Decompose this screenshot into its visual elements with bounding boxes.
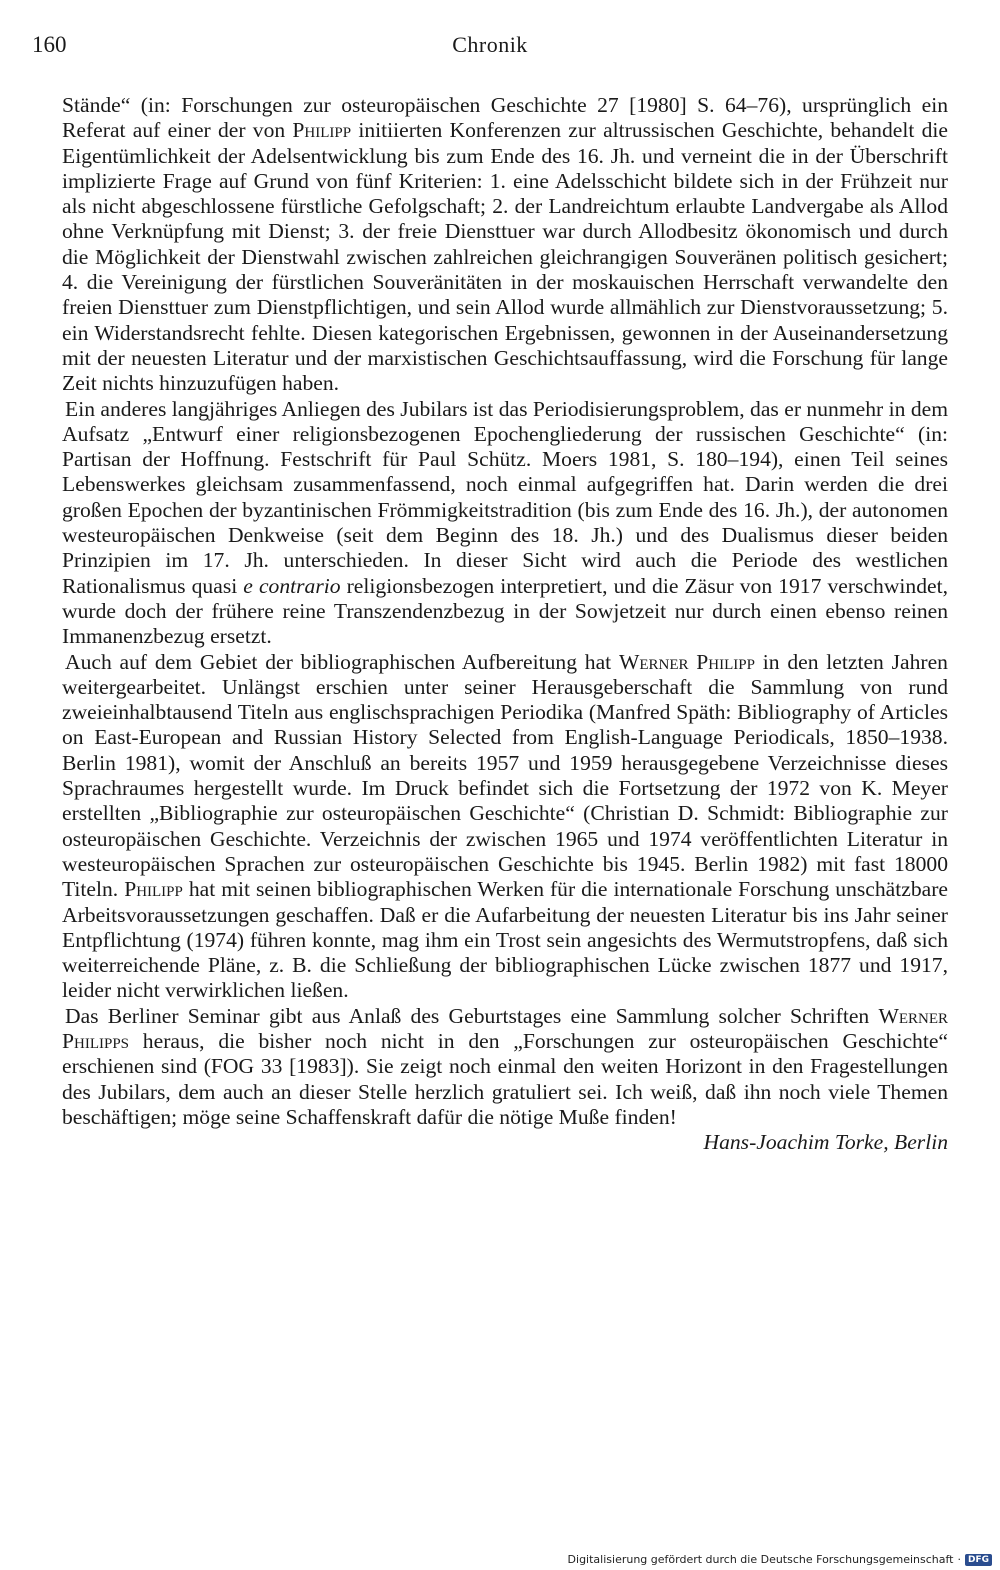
signature: Hans-Joachim Torke, Berlin	[703, 1130, 948, 1155]
paragraph-1: Stände“ (in: Forschungen zur osteuropäischen Geschichte 27 [1980] S. 64–76), ursprünglich ein Referat auf einer der von Philipp initiierten Konferenzen zur altrussischen Geschichte, behandelt die Eigentümlichkeit der Adelsentwicklung bis zum Ende des 16. Jh. und verneint die in der Überschrift implizierte Frage auf Grund von fünf Kriterien: 1. eine Adelsschicht bildete sich in der Frühzeit nur als nicht abgeschlossene fürstliche Gefolgschaft; 2. der Landreichtum erlaubte Landvergabe als Allod ohne Verknüpfung mit Dienst; 3. der freie Diensttuer war durch Allodbesitz ökonomisch und durch die Möglichkeit der Dienstwahl zwischen zahlreichen gleichrangigen Souveränen politisch gesichert; 4. die Vereinigung der fürstlichen Souveränitäten in der moskauischen Herrschaft verwandelte den freien Diensttuer zum Dienstpflichtigen, und sein Allod wurde allmählich zur Dienstvoraussetzung; 5. ein Widerstandsrecht fehlte. Diesen kategorischen Ergebnissen, gewonnen in der Auseinandersetzung mit der neuesten Literatur und der marxistischen Geschichtsauffassung, wird die Forschung für lange Zeit nichts hinzuzufügen haben.	[62, 93, 948, 396]
author-name: Philipp	[124, 877, 183, 902]
paragraph-3: Auch auf dem Gebiet der bibliographischen Aufbereitung hat Werner Philipp in den letzten Jahren weitergearbeitet. Unlängst erschien unter seiner Herausgeberschaft die Sammlung von rund zweieinhalbtausend Titeln aus englischsprachigen Periodika (Manfred Späth: Bibliography of Articles on East-European and Russian History Selected from English-Language Periodicals, 1850–1938. Berlin 1981), womit der Anschluß an bereits 1957 und 1959 herausgegebene Verzeichnisse dieses Sprachraumes hergestellt wurde. Im Druck befindet sich die Fortsetzung der 1972 von K. Meyer erstellten „Bibliographie zur osteuropäischen Geschichte“ (Christian D. Schmidt: Bibliographie zur osteuropäischen Geschichte. Verzeichnis der zwischen 1965 und 1974 veröffentlichten Literatur in westeuropäischen Sprachen zur osteuropäischen Geschichte bis 1945. Berlin 1982) mit fast 18000 Titeln. Philipp hat mit seinen bibliographischen Werken für die internationale Forschung unschätzbare Arbeitsvoraussetzungen geschaffen. Daß er die Aufarbeitung der neuesten Literatur bis ins Jahr seiner Entpflichtung (1974) führen konnte, mag ihm ein Trost sein angesichts des Wermutstropfens, daß sich weiterreichende Pläne, z. B. die Schließung der bibliographischen Lücke zwischen 1877 und 1917, leider nicht verwirklichen ließen.	[62, 649, 948, 1003]
article-body	[62, 93, 948, 1155]
page-number: 160	[32, 32, 67, 57]
footer-text: Digitalisierung gefördert durch die Deutsche Forschungsgemeinschaft	[567, 1553, 954, 1566]
paragraph-4: Das Berliner Seminar gibt aus Anlaß des Geburtstages eine Sammlung solcher Schriften Werner Philipps heraus, die bisher noch nicht in den „Forschungen zur osteuropäischen Geschichte“ erschienen sind (FOG 33 [1983]). Sie zeigt noch einmal den weiten Horizont in den Fragestellungen des Jubilars, dem auch an dieser Stelle herzlich gratuliert sei. Ich weiß, daß ihn noch viele Themen beschäftigen; möge seine Schaffenskraft dafür die nötige Muße finden!	[62, 1003, 948, 1129]
author-name: Werner Philipps	[62, 1003, 948, 1053]
running-title: Chronik	[452, 32, 528, 57]
page-header	[32, 32, 948, 66]
latin-phrase: e contrario	[243, 573, 341, 598]
dfg-logo-icon: DFG	[965, 1554, 992, 1566]
author-name: Philipp	[292, 118, 352, 143]
digitization-footer: Digitalisierung gefördert durch die Deutsche Forschungsgemeinschaft · DFG	[568, 1553, 992, 1566]
paragraph-2: Ein anderes langjähriges Anliegen des Jubilars ist das Periodisierungsproblem, das er nunmehr in dem Aufsatz „Entwurf einer religionsbezogenen Epochengliederung der russischen Geschichte“ (in: Partisan der Hoffnung. Festschrift für Paul Schütz. Moers 1981, S. 180–194), einen Teil seines Lebenswerkes gleichsam zusammenfassend, noch einmal aufgegriffen hat. Darin werden die drei großen Epochen der byzantinischen Frömmigkeitstradition (bis zum Ende des 16. Jh.), der autonomen westeuropäischen Denkweise (seit dem Beginn des 18. Jh.) und des Dualismus dieser beiden Prinzipien im 17. Jh. unterschieden. In dieser Sicht wird auch die Periode des westlichen Rationalismus quasi e contrario religionsbezogen interpretiert, und die Zäsur von 1917 verschwindet, wurde doch der frühere reine Transzendenzbezug in der Sowjetzeit nur durch einen ebenso reinen Immanenzbezug ersetzt.	[62, 396, 948, 649]
author-name: Werner Philipp	[618, 649, 755, 674]
